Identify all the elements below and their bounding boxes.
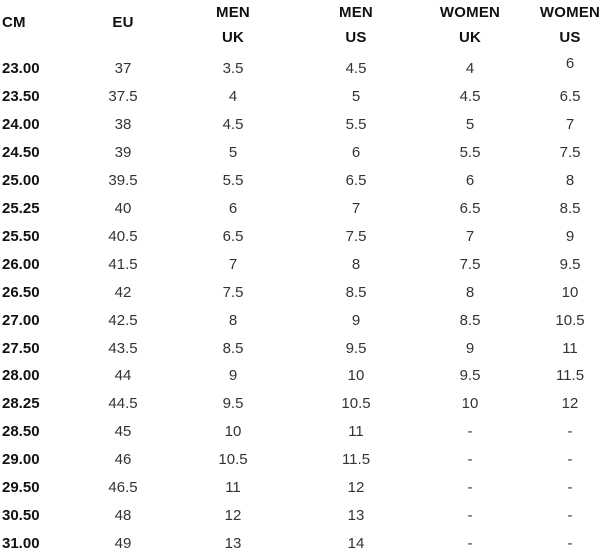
cell-cm: 27.50 [2,339,40,357]
cell-eu: 42.5 [108,311,138,329]
table-row [0,474,600,501]
cell-men-uk: 3.5 [222,60,244,77]
cell-men-uk: 10 [224,423,242,441]
table-row [0,139,600,166]
header-men-uk-line1: MEN [216,4,250,21]
cell-eu: 38 [114,115,132,133]
table-row [0,502,600,529]
cell-women-uk: 6.5 [459,199,481,217]
header-men-uk [202,0,264,50]
cell-cm: 24.00 [2,115,40,133]
cell-women-uk: 10 [461,395,479,413]
table-row [0,446,600,473]
cell-women-us: 6 [565,55,575,72]
cell-women-uk: 7.5 [459,255,481,273]
cell-men-uk: 5 [228,143,238,161]
cell-eu: 37.5 [108,87,138,105]
cell-men-us: 7 [351,199,361,217]
cell-cm: 23.00 [2,60,40,77]
cell-cm: 24.50 [2,143,40,161]
table-row [0,55,600,82]
cell-cm: 25.25 [2,199,40,217]
cell-men-us: 10.5 [341,395,371,413]
cell-men-uk: 4.5 [222,115,244,133]
cell-women-uk: 9 [465,339,475,357]
table-row [0,223,600,250]
header-women-us-line2: US [559,29,581,46]
cell-eu: 49 [114,535,132,553]
header-cm [2,10,52,35]
cell-men-uk: 7.5 [222,283,244,301]
cell-eu: 41.5 [108,255,138,273]
cell-women-uk: 5 [465,115,475,133]
cell-women-us: 11 [562,339,578,357]
cell-cm: 29.00 [2,451,40,469]
cell-men-us: 14 [347,535,365,553]
cell-women-uk: 4.5 [459,87,481,105]
cell-women-us: 6.5 [559,87,581,105]
cell-women-us: 10.5 [555,311,585,329]
cell-eu: 46 [114,451,132,469]
cell-men-us: 9.5 [345,339,367,357]
cell-men-uk: 10.5 [218,451,248,469]
table-row [0,390,600,417]
cell-eu: 42 [114,283,132,301]
cell-eu: 39 [114,143,132,161]
cell-women-uk: 8.5 [459,311,481,329]
cell-cm: 28.50 [2,423,40,441]
header-women-us-line1: WOMEN [539,4,600,21]
cell-men-us: 13 [347,507,365,525]
cell-women-uk: 7 [465,227,475,245]
cell-men-us: 12 [347,479,365,497]
cell-men-uk: 13 [224,535,242,553]
cell-men-uk: 12 [224,507,242,525]
cell-men-us: 11.5 [341,451,371,469]
cell-men-us: 8.5 [345,283,367,301]
cell-cm: 28.25 [2,395,40,413]
cell-women-us: 12 [561,395,579,413]
cell-women-us: 9.5 [559,255,581,273]
cell-women-uk: 9.5 [459,367,481,385]
cell-cm: 26.00 [2,255,40,273]
cell-men-us: 6 [351,143,361,161]
cell-eu: 39.5 [108,171,138,189]
cell-cm: 25.00 [2,171,40,189]
cell-eu: 45 [114,423,132,441]
cell-men-uk: 5.5 [222,171,244,189]
cell-women-uk: - [467,423,473,441]
cell-men-us: 7.5 [345,227,367,245]
cell-men-us: 8 [351,255,361,273]
cell-eu: 43.5 [108,339,138,357]
table-row [0,307,600,334]
cell-men-uk: 9.5 [222,395,244,413]
cell-men-uk: 11 [225,479,241,497]
cell-women-uk: 6 [465,171,475,189]
header-cm-label: CM [2,14,26,31]
cell-cm: 23.50 [2,87,40,105]
table-row [0,362,600,389]
cell-women-uk: 4 [465,60,475,77]
cell-men-uk: 6.5 [222,227,244,245]
cell-women-uk: - [467,451,473,469]
header-eu [92,10,154,35]
cell-cm: 27.00 [2,311,40,329]
cell-women-uk: - [467,507,473,525]
cell-women-uk: 8 [465,283,475,301]
cell-cm: 29.50 [2,479,40,497]
header-men-us [325,0,387,50]
cell-women-uk: - [467,535,473,553]
cell-men-us: 5.5 [345,115,367,133]
cell-eu: 37 [114,60,132,77]
cell-women-us: - [567,423,573,441]
table-row [0,418,600,445]
cell-men-uk: 8 [228,311,238,329]
cell-cm: 26.50 [2,283,40,301]
cell-men-uk: 7 [228,255,238,273]
cell-men-us: 6.5 [345,171,367,189]
table-row [0,167,600,194]
table-row [0,111,600,138]
table-row [0,251,600,278]
cell-women-us: - [567,507,573,525]
cell-cm: 28.00 [2,367,40,385]
cell-women-us: 8.5 [559,199,581,217]
cell-cm: 25.50 [2,227,40,245]
cell-women-us: 7 [565,115,575,133]
header-men-us-line1: MEN [339,4,373,21]
cell-men-us: 9 [351,311,361,329]
cell-men-uk: 8.5 [222,339,244,357]
cell-women-us: - [567,451,573,469]
cell-men-us: 5 [351,87,361,105]
cell-women-us: 11.5 [555,367,585,385]
header-women-uk-line1: WOMEN [439,4,501,21]
table-row [0,279,600,306]
table-row [0,83,600,110]
cell-women-us: 10 [561,283,579,301]
cell-women-us: 9 [565,227,575,245]
cell-women-us: - [567,479,573,497]
cell-men-us: 11 [348,423,364,441]
cell-eu: 40.5 [108,227,138,245]
cell-women-us: 7.5 [559,143,581,161]
header-women-uk [430,0,510,50]
table-row [0,195,600,222]
table-row [0,530,600,557]
cell-women-us: - [567,535,573,553]
cell-men-uk: 9 [228,367,238,385]
cell-eu: 46.5 [108,479,138,497]
cell-eu: 40 [114,199,132,217]
cell-cm: 30.50 [2,507,40,525]
cell-eu: 44 [114,367,132,385]
header-men-us-line2: US [345,29,367,46]
cell-women-us: 8 [565,171,575,189]
cell-eu: 44.5 [108,395,138,413]
cell-men-us: 4.5 [345,60,367,77]
cell-eu: 48 [114,507,132,525]
cell-men-us: 10 [347,367,365,385]
cell-women-uk: 5.5 [459,143,481,161]
cell-cm: 31.00 [2,535,40,553]
cell-women-uk: - [467,479,473,497]
cell-men-uk: 4 [228,87,238,105]
header-men-uk-line2: UK [221,29,245,46]
table-row [0,335,600,362]
cell-men-uk: 6 [228,199,238,217]
header-eu-label: EU [112,14,134,31]
header-women-us [530,0,600,50]
header-women-uk-line2: UK [458,29,482,46]
